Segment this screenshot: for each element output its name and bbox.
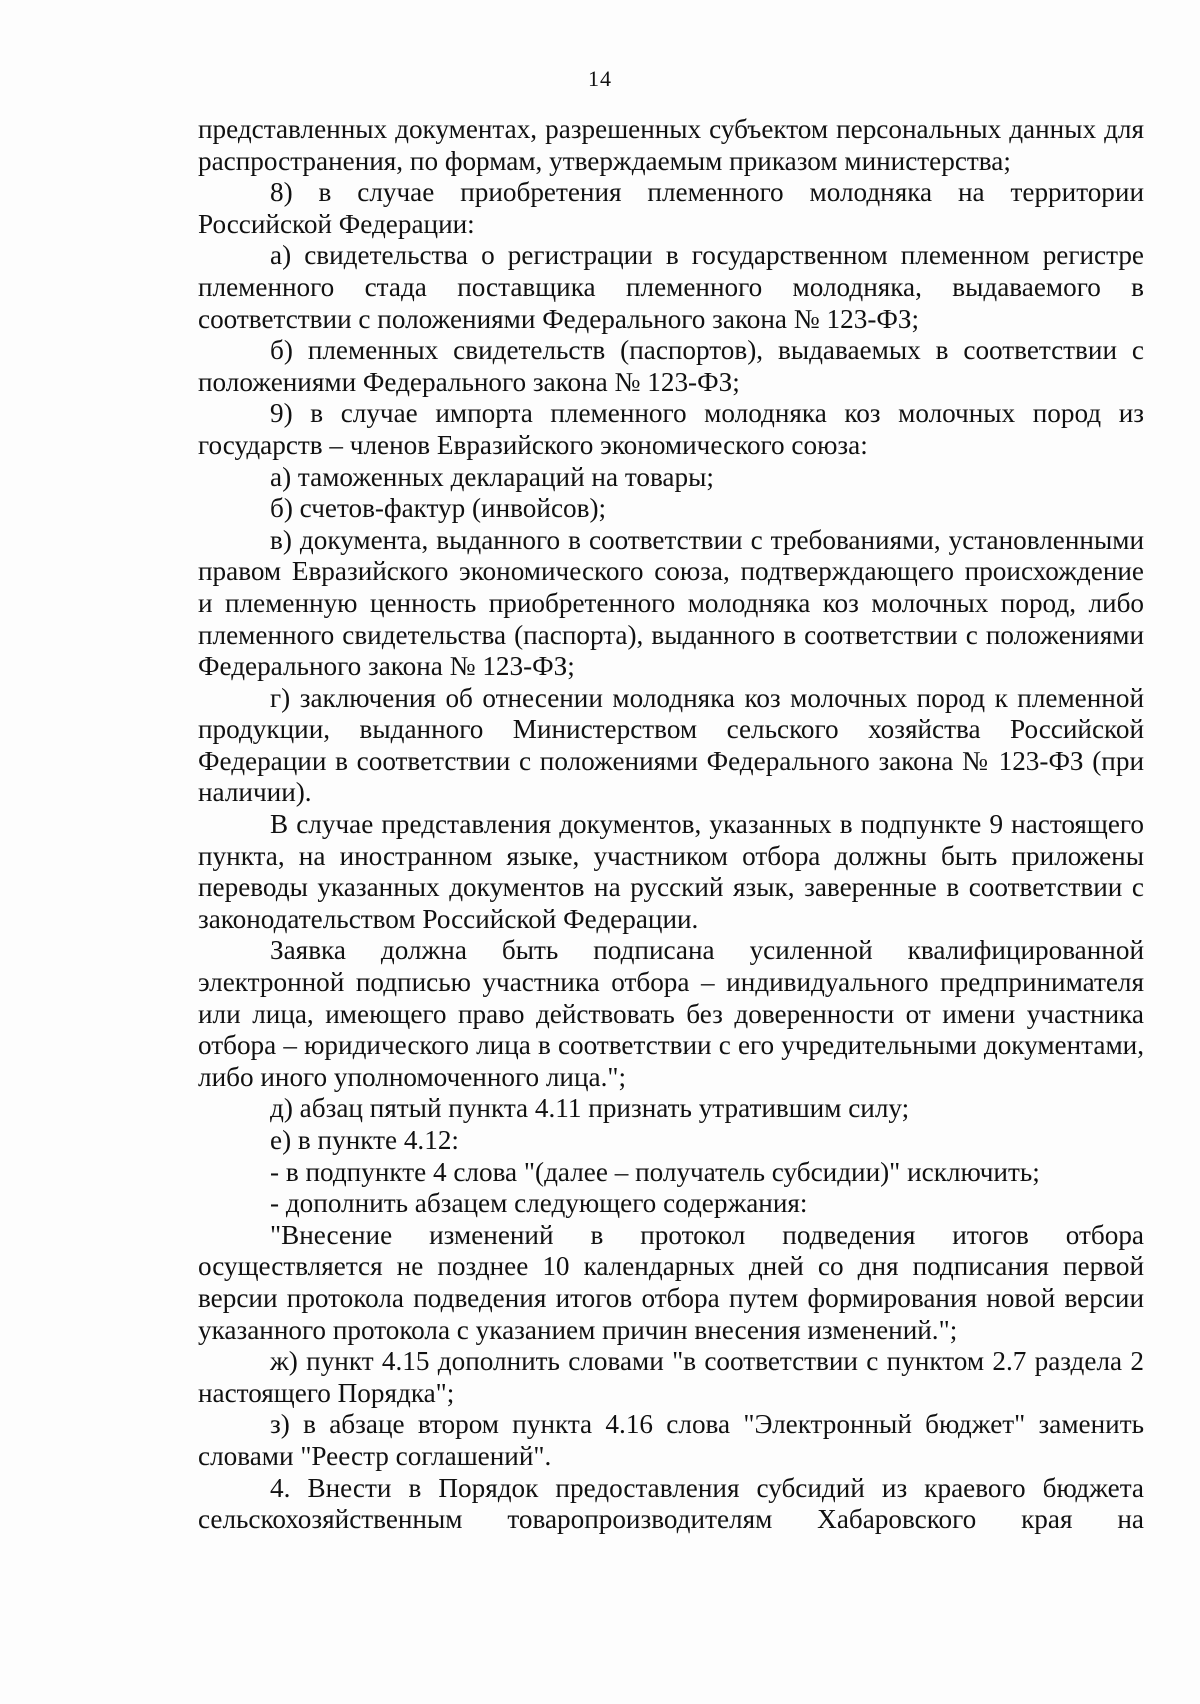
page-number: 14 [588,66,612,91]
paragraph: д) абзац пятый пункта 4.11 признать утратившим силу; [270,1093,910,1124]
paragraph: Заявка должна быть подписана усиленной квалифицированной электронной подписью участника отбора – индивидуального предпринимателя или лица, имеющего право действовать без доверенности от имени участника отбора – юридического лица в соответствии с его учредительными документами, либо иного уполномоченного лица."; [198,935,1144,1092]
paragraph: 8) в случае приобретения племенного молодняка на территории Российской Федерации: [198,177,1144,239]
paragraph: 4. Внести в Порядок предоставления субсидий из краевого бюджета сельскохозяйственным товаропроизводителям Хабаровского края на [198,1472,1144,1535]
paragraph: е) в пункте 4.12: [270,1125,459,1155]
paragraph: б) племенных свидетельств (паспортов), выдаваемых в соответствии с положениями Федерального закона № 123-ФЗ; [198,335,1144,397]
paragraph: - дополнить абзацем следующего содержания: [270,1188,808,1219]
paragraph: в) документа, выданного в соответствии с требованиями, установленными правом Евразийского экономического союза, подтверждающего происхождение и племенную ценность приобретенного молодняка коз молочных пород, либо племенного свидетельства (паспорта), выданного в соответствии с положениями Федерального закона № 123-ФЗ; [198,524,1144,682]
paragraph: а) свидетельства о регистрации в государственном племенном регистре племенного стада поставщика племенного молодняка, выдаваемого в соответствии с положениями Федерального закона № 123-ФЗ; [198,240,1144,334]
paragraph: В случае представления документов, указанных в подпункте 9 настоящего пункта, на иностранном языке, участником отбора должны быть приложены переводы указанных документов на русский язык, заверенные в соответствии с законодательством Российской Федерации. [198,809,1144,934]
paragraph: б) счетов-фактур (инвойсов); [270,493,607,524]
paragraph: г) заключения об отнесении молодняка коз молочных пород к племенной продукции, выданного Министерством сельского хозяйства Российской Федерации в соответствии с положениями Федерального закона № 123-ФЗ (при наличии). [198,682,1144,808]
paragraph: "Внесение изменений в протокол подведения итогов отбора осуществляется не позднее 10 календарных дней со дня подписания первой версии протокола подведения итогов отбора путем формирования новой версии указанного протокола с указанием причин внесения изменений."; [198,1219,1144,1345]
paragraph: представленных документах, разрешенных субъектом персональных данных для распространения, по формам, утверждаемым приказом министерства; [198,114,1144,176]
paragraph: ж) пункт 4.15 дополнить словами "в соответствии с пунктом 2.7 раздела 2 настоящего Порядка"; [198,1346,1144,1408]
paragraph: 9) в случае импорта племенного молодняка коз молочных пород из государств – членов Евразийского экономического союза: [198,398,1144,460]
document-body [198,114,1144,1536]
paragraph: а) таможенных деклараций на товары; [270,461,714,492]
paragraph: - в подпункте 4 слова "(далее – получатель субсидии)" исключить; [270,1156,1040,1187]
paragraph: з) в абзаце втором пункта 4.16 слова "Электронный бюджет" заменить словами "Реестр соглашений". [198,1409,1144,1471]
